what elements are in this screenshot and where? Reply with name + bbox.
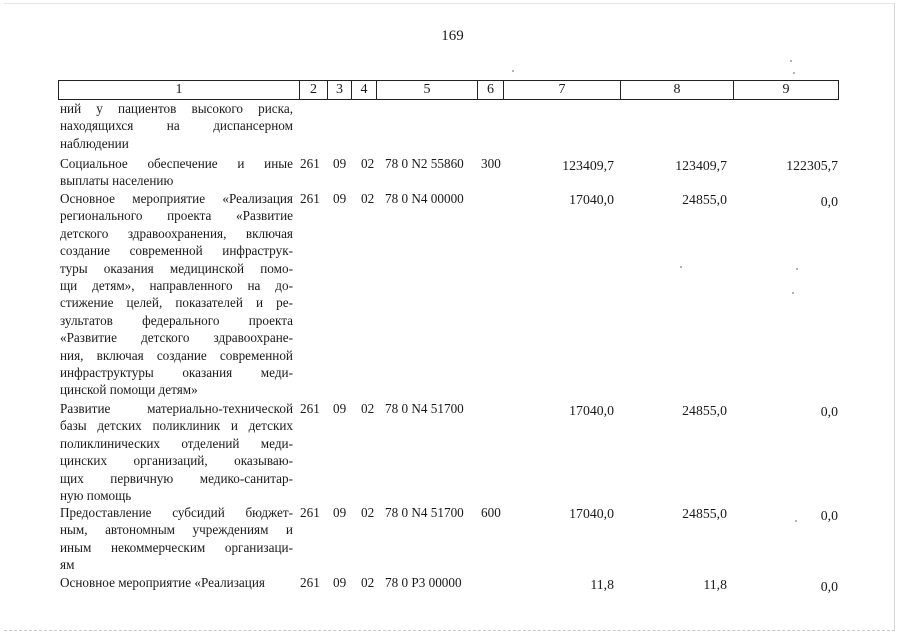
row-name-line: инфраструктуры оказания меди- (60, 365, 293, 381)
code-section: 09 (333, 401, 347, 416)
amount-col-9: 122305,7 (786, 158, 838, 173)
row-name-line: цинских организаций, оказываю- (60, 453, 293, 469)
code-subsection: 02 (361, 191, 375, 206)
amount-col-8: 24855,0 (682, 506, 727, 521)
scan-speck (795, 520, 797, 522)
row-name-line: стижение целей, показателей и ре- (60, 295, 293, 311)
table-header-row (58, 80, 839, 100)
row-name-line: детского здравоохранения, включая (60, 225, 293, 241)
row-name-line: зультатов федерального проекта (60, 312, 293, 328)
code-admin: 261 (300, 505, 320, 520)
code-admin: 261 (300, 401, 320, 416)
row-name-line: ную помощь (60, 488, 132, 504)
code-expense-type: 600 (481, 505, 501, 520)
code-section: 09 (333, 505, 347, 520)
amount-col-7: 17040,0 (569, 192, 614, 207)
row-name-line: наблюдении (60, 135, 129, 151)
row-name-line: Предоставление субсидий бюджет- (60, 505, 293, 520)
code-section: 09 (333, 156, 347, 171)
scan-speck (793, 72, 795, 74)
row-name-line: находящихся на диспансерном (60, 118, 293, 134)
amount-col-9: 0,0 (820, 508, 838, 523)
amount-col-7: 17040,0 (569, 403, 614, 418)
amount-col-9: 0,0 (820, 194, 838, 209)
amount-col-8: 24855,0 (682, 403, 727, 418)
row-name (60, 574, 293, 591)
amount-col-8: 24855,0 (682, 192, 727, 207)
amount-col-7: 11,8 (590, 577, 614, 592)
row-name-line: выплаты населению (60, 173, 174, 189)
header-col-5: 5 (376, 81, 477, 99)
code-target-article: 78 0 N4 51700 (385, 505, 464, 520)
row-name-line: ным, автономным учреждениям и (60, 522, 293, 538)
row-name-line: ния, включая создание современной (60, 347, 293, 363)
row-name-line: Основное мероприятие «Реализация (60, 575, 265, 590)
scan-speck (680, 266, 682, 268)
amount-col-7: 123409,7 (562, 158, 614, 173)
header-col-4: 4 (351, 81, 376, 99)
row-name-line: создание современной инфраструк- (60, 243, 293, 259)
row-name-line: ний у пациентов высокого риска, (60, 101, 293, 116)
header-col-9: 9 (733, 81, 838, 99)
code-section: 09 (333, 191, 347, 206)
header-col-1: 1 (175, 82, 183, 97)
scan-speck (790, 60, 792, 62)
row-name-line: цинской помощи детям» (60, 382, 198, 398)
code-target-article: 78 0 P3 00000 (385, 575, 462, 590)
code-target-article: 78 0 N4 00000 (385, 191, 464, 206)
amount-col-9: 0,0 (820, 579, 838, 594)
row-name-line: щи детям», направленного на до- (60, 278, 293, 294)
row-name-line: «Развитие детского здравоохране- (60, 330, 293, 346)
code-subsection: 02 (361, 401, 375, 416)
header-col-2: 2 (299, 81, 327, 99)
page-number: 169 (441, 28, 464, 44)
amount-col-8: 11,8 (703, 577, 727, 592)
code-target-article: 78 0 N2 55860 (385, 156, 464, 171)
code-expense-type: 300 (481, 156, 501, 171)
code-admin: 261 (300, 191, 320, 206)
row-name (60, 100, 293, 152)
row-name-line: туры оказания медицинской помо- (60, 260, 293, 276)
row-name-line: базы детских поликлиник и детских (60, 418, 293, 434)
row-name-line: Основное мероприятие «Реализация (60, 191, 293, 206)
row-name (60, 400, 293, 504)
code-admin: 261 (300, 575, 320, 590)
amount-col-8: 123409,7 (675, 158, 727, 173)
code-section: 09 (333, 575, 347, 590)
row-name (60, 504, 293, 574)
header-col-8: 8 (620, 81, 733, 99)
amount-col-7: 17040,0 (569, 506, 614, 521)
row-name (60, 190, 293, 399)
row-name-line: иным некоммерческим организаци- (60, 539, 293, 555)
header-col-6: 6 (477, 81, 503, 99)
code-admin: 261 (300, 156, 320, 171)
code-subsection: 02 (361, 575, 375, 590)
scan-speck (792, 292, 794, 294)
code-subsection: 02 (361, 156, 375, 171)
header-col-3: 3 (327, 81, 351, 99)
row-name-line: регионального проекта «Развитие (60, 208, 293, 224)
row-name-line: Социальное обеспечение и иные (60, 156, 293, 171)
scan-speck (796, 268, 798, 270)
scan-speck (512, 70, 514, 72)
amount-col-9: 0,0 (820, 404, 838, 419)
code-subsection: 02 (361, 505, 375, 520)
code-target-article: 78 0 N4 51700 (385, 401, 464, 416)
row-name-line: ям (60, 557, 75, 573)
row-name-line: щих первичную медико-санитар- (60, 470, 293, 486)
header-col-7: 7 (503, 81, 620, 99)
row-name-line: поликлинических отделений меди- (60, 435, 293, 451)
row-name (60, 155, 293, 190)
row-name-line: Развитие материально-технической (60, 401, 293, 416)
